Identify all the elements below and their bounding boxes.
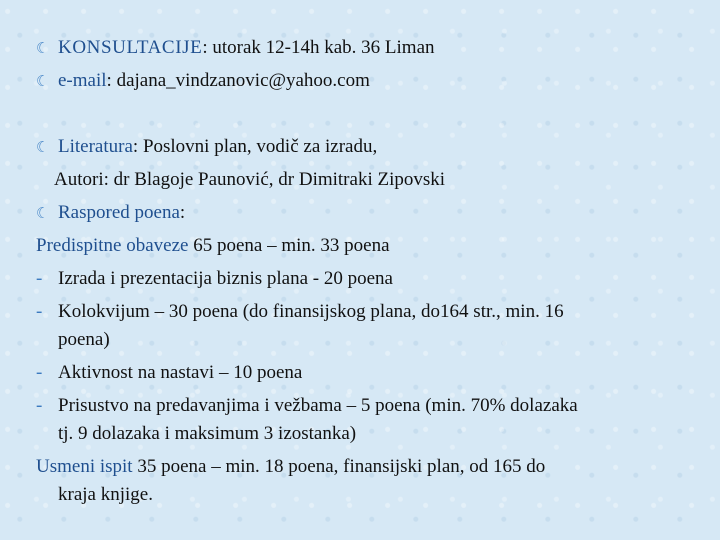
dash-icon: - <box>36 362 43 383</box>
email-label: e-mail <box>58 70 107 91</box>
item-text: poena) <box>58 329 110 350</box>
list-item-continuation <box>58 421 696 446</box>
list-item-continuation <box>58 327 696 352</box>
schedule-label: Raspored poena <box>58 202 180 223</box>
item-text: Izrada i prezentacija biznis plana - 20 poena <box>58 268 393 289</box>
schedule-line <box>36 200 696 227</box>
dash-icon: - <box>36 268 43 289</box>
email-sep: : <box>106 70 112 91</box>
item-text: Kolokvijum – 30 poena (do finansijskog plana, do164 str., min. 16 <box>58 301 564 322</box>
dash-icon: - <box>36 301 43 322</box>
prerequisites-label: Predispitne obaveze <box>36 235 189 256</box>
list-item <box>36 393 696 418</box>
list-item <box>36 360 696 385</box>
prerequisites-line <box>36 233 696 258</box>
literature-authors <box>54 167 696 192</box>
consultations-sep: : <box>202 37 208 58</box>
bullet-icon: ☾ <box>36 206 50 222</box>
oral-exam-label: Usmeni ispit <box>36 456 133 477</box>
schedule-sep: : <box>179 202 186 223</box>
item-text: tj. 9 dolazaka i maksimum 3 izostanka) <box>58 423 357 444</box>
dash-icon: - <box>36 395 43 416</box>
oral-exam-line <box>36 454 696 479</box>
consultations-line <box>36 35 696 62</box>
prerequisites-value: 65 poena – min. 33 poena <box>188 235 390 256</box>
list-item <box>36 299 696 324</box>
literature-authors-text: Autori: dr Blagoje Paunović, dr Dimitraki Zipovski <box>54 169 446 190</box>
bullet-icon: ☾ <box>36 41 50 57</box>
email-value: dajana_vindzanovic@yahoo.com <box>111 70 370 91</box>
oral-exam-continuation <box>58 482 696 507</box>
list-item <box>36 266 696 291</box>
literature-sep: : <box>132 136 139 157</box>
consultations-value: utorak 12-14h kab. 36 Liman <box>207 37 435 58</box>
literature-line <box>36 134 696 161</box>
literature-label: Literatura <box>58 136 133 157</box>
bullet-icon: ☾ <box>36 140 50 156</box>
literature-value: Poslovni plan, vodič za izradu, <box>138 136 378 157</box>
oral-exam-value: 35 poena – min. 18 poena, finansijski plan, od 165 do <box>132 456 546 477</box>
item-text: Prisustvo na predavanjima i vežbama – 5 poena (min. 70% dolazaka <box>58 395 578 416</box>
email-line <box>36 68 696 95</box>
consultations-label: KONSULTACIJE <box>58 37 203 58</box>
oral-exam-continuation-text: kraja knjige. <box>58 484 153 505</box>
bullet-icon: ☾ <box>36 74 50 90</box>
item-text: Aktivnost na nastavi – 10 poena <box>58 362 303 383</box>
